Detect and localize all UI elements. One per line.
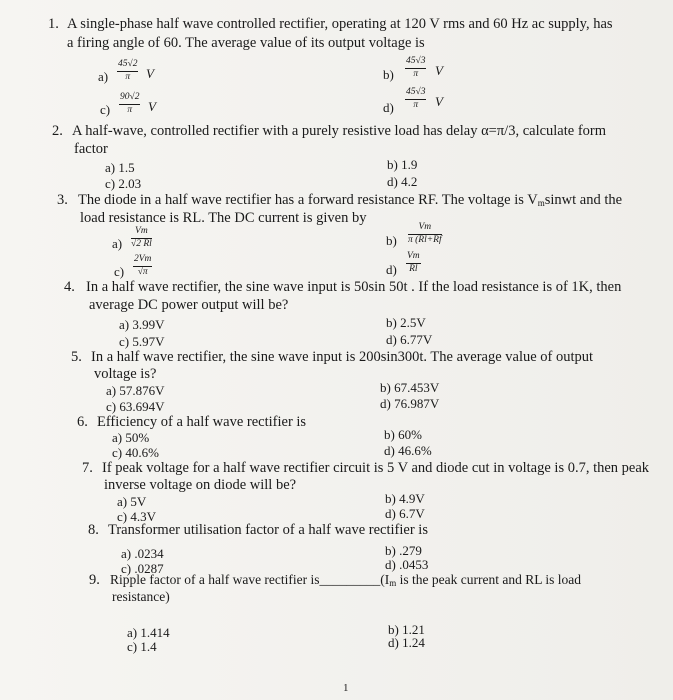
q7-option-b: b) 4.9V <box>385 491 425 506</box>
q1-text-line2: a firing angle of 60. The average value of its output voltage is <box>67 35 425 51</box>
q4-option-a: a) 3.99V <box>119 317 165 332</box>
q6-option-d: d) 46.6% <box>384 443 432 458</box>
q7-option-d: d) 6.7V <box>385 506 425 521</box>
q1-option-b-numerator: 45√3 <box>405 57 426 69</box>
q4-text-line1: In a half wave rectifier, the sine wave input is 50sin 50t . If the load resistance is of 1K, then <box>86 279 622 295</box>
q1-option-c-label: c) <box>100 102 111 117</box>
q1-option-c-unit: V <box>148 99 156 114</box>
q3-option-c-denominator: √π <box>137 266 148 277</box>
q3-text-line1-sub: m <box>537 198 545 208</box>
page-number: 1 <box>343 682 349 694</box>
q3-option-b-denominator: π (Rl+Rf <box>408 234 442 245</box>
q3-option-c-fraction <box>133 255 152 277</box>
q3-option-b-label: b) <box>386 233 397 248</box>
q5-option-d: d) 76.987V <box>380 396 440 411</box>
q4-option-b: b) 2.5V <box>386 315 426 330</box>
q9-option-d: d) 1.24 <box>388 635 425 650</box>
q2-text-line1: A half-wave, controlled rectifier with a purely resistive load has delay α=π/3, calculate form <box>72 123 607 139</box>
q4-text-line2: average DC power output will be? <box>89 297 289 313</box>
q1-option-a-label: a) <box>98 69 109 84</box>
q3-option-a-denominator: √2 Rl <box>131 238 152 249</box>
q3-text-line2: load resistance is RL. The DC current is given by <box>80 210 367 226</box>
q3-text-line1-post: sinwt and the <box>544 192 623 208</box>
q1-text-line1: A single-phase half wave controlled rectifier, operating at 120 V rms and 60 Hz ac supply, has <box>67 16 613 32</box>
q7-number: 7. <box>82 460 93 476</box>
q2-option-d: d) 4.2 <box>387 174 418 189</box>
q6-text-line1: Efficiency of a half wave rectifier is <box>97 414 307 430</box>
q3-option-c-numerator: 2Vm <box>133 255 152 267</box>
q9-text-line1-sub: m <box>389 578 397 588</box>
q6-option-b: b) 60% <box>384 427 422 442</box>
q3-text-line1 <box>78 193 622 208</box>
q3-option-d-label: d) <box>386 262 397 277</box>
q7-option-c: c) 4.3V <box>117 509 156 524</box>
q8-option-a: a) .0234 <box>121 546 164 561</box>
q3-option-c-label: c) <box>114 264 125 279</box>
q5-text-line2: voltage is? <box>94 366 157 382</box>
q4-number: 4. <box>64 279 75 295</box>
q4-option-c: c) 5.97V <box>119 334 165 349</box>
q9-option-b: b) 1.21 <box>388 622 425 637</box>
q5-number: 5. <box>71 349 82 365</box>
q3-option-a-numerator: Vm <box>131 227 152 239</box>
q1-option-a-fraction <box>117 60 138 82</box>
q1-option-d-unit: V <box>435 94 443 109</box>
q1-option-a-unit: V <box>146 66 154 81</box>
q1-option-c-fraction <box>119 93 140 115</box>
q3-option-a-fraction <box>131 227 152 249</box>
q6-option-a: a) 50% <box>112 430 150 445</box>
q1-option-c-denominator: π <box>127 104 133 115</box>
q1-option-a-numerator: 45√2 <box>117 60 138 72</box>
q1-option-b-denominator: π <box>413 68 419 79</box>
q9-option-a: a) 1.414 <box>127 625 170 640</box>
q2-number: 2. <box>52 123 63 139</box>
q9-option-c: c) 1.4 <box>127 639 157 654</box>
q1-option-d-numerator: 45√3 <box>405 88 426 100</box>
q7-option-a: a) 5V <box>117 494 147 509</box>
q1-option-b-label: b) <box>383 67 394 82</box>
q9-text-line1-pre: Ripple factor of a half wave rectifier is_________(I <box>110 572 390 587</box>
q6-number: 6. <box>77 414 88 430</box>
q3-option-a-label: a) <box>112 236 123 251</box>
q1-option-b-unit: V <box>435 63 443 78</box>
q9-text-line1-post: is the peak current and RL is load <box>396 572 581 587</box>
q8-option-b: b) .279 <box>385 543 422 558</box>
q1-option-c-numerator: 90√2 <box>119 93 140 105</box>
q3-option-b-numerator: Vm <box>408 223 442 235</box>
q5-text-line1: In a half wave rectifier, the sine wave input is 200sin300t. The average value of output <box>91 349 594 365</box>
q3-option-d-denominator: Rl <box>409 263 418 274</box>
q1-option-d-fraction <box>405 88 426 110</box>
q1-number: 1. <box>48 16 59 32</box>
q6-option-c: c) 40.6% <box>112 445 159 460</box>
q2-option-a: a) 1.5 <box>105 160 135 175</box>
q1-option-b-fraction <box>405 57 426 79</box>
q8-text-line1: Transformer utilisation factor of a half wave rectifier is <box>108 522 428 538</box>
q2-option-c: c) 2.03 <box>105 176 142 191</box>
q5-option-b: b) 67.453V <box>380 380 440 395</box>
q9-number: 9. <box>89 572 100 588</box>
q1-option-a-denominator: π <box>125 71 131 82</box>
q5-option-c: c) 63.694V <box>106 399 165 414</box>
q9-text-line1 <box>110 573 581 588</box>
q8-option-d: d) .0453 <box>385 557 429 572</box>
q7-text-line2: inverse voltage on diode will be? <box>104 477 297 493</box>
q1-option-d-denominator: π <box>413 99 419 110</box>
q4-option-d: d) 6.77V <box>386 332 433 347</box>
q3-option-d-fraction <box>406 252 421 274</box>
q3-option-b-fraction <box>408 223 442 245</box>
q3-text-line1-pre: The diode in a half wave rectifier has a forward resistance RF. The voltage is V <box>78 192 538 208</box>
q2-text-line2: factor <box>74 141 108 157</box>
q3-option-d-numerator: Vm <box>406 252 421 264</box>
q5-option-a: a) 57.876V <box>106 383 165 398</box>
q7-text-line1: If peak voltage for a half wave rectifier circuit is 5 V and diode cut in voltage is 0.7, then peak <box>102 460 650 476</box>
q8-option-c: c) .0287 <box>121 561 164 576</box>
q2-option-b: b) 1.9 <box>387 157 418 172</box>
q1-option-d-label: d) <box>383 100 394 115</box>
q9-text-line2: resistance) <box>112 589 170 604</box>
q3-number: 3. <box>57 192 68 208</box>
q8-number: 8. <box>88 522 99 538</box>
